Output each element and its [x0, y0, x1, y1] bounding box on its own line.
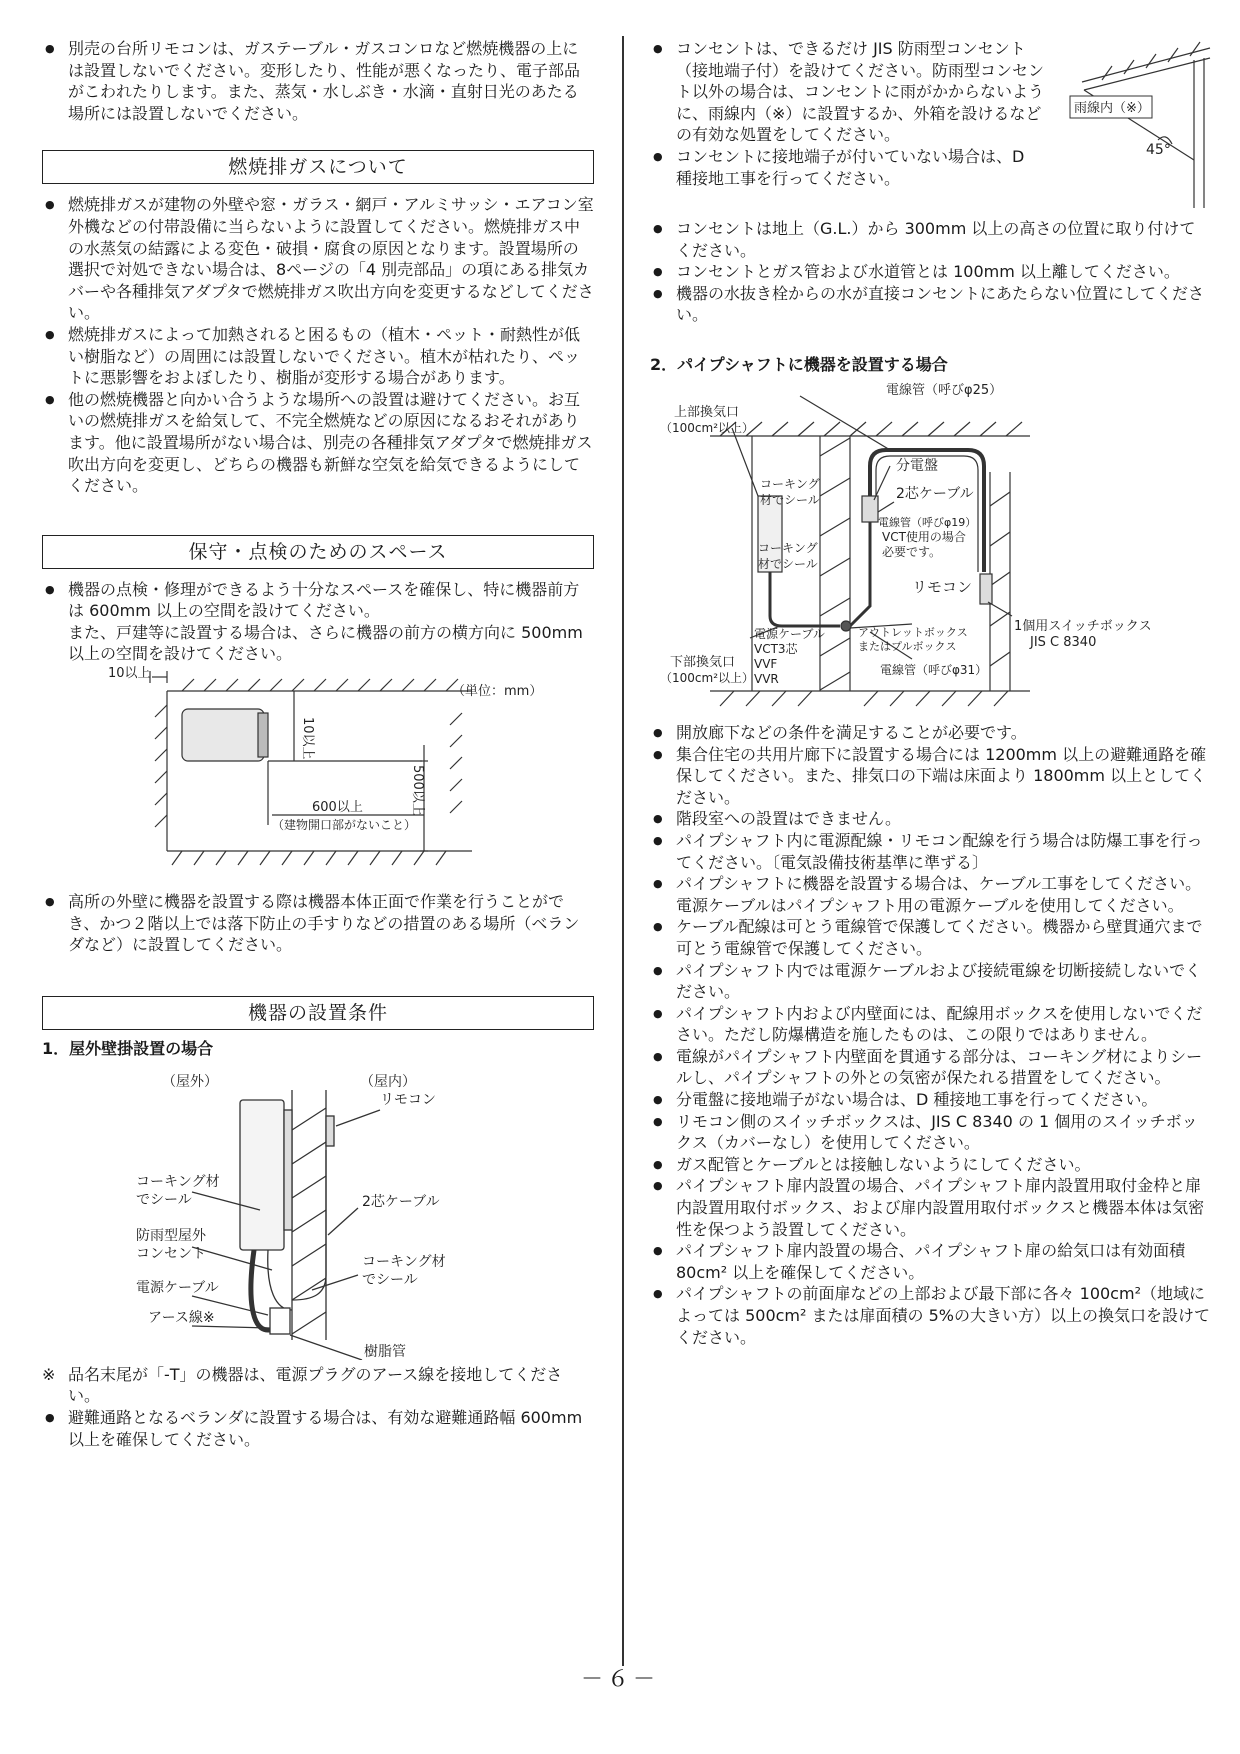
page-number: －６－: [580, 1667, 659, 1692]
list-item: ● 別売の台所リモコンは、ガステーブル・ガスコンロなど燃焼機器の上には設置しないでください。変形したり、性能が悪くなったり、電子部品がこわれたりします。また、蒸気・水しぶき・水滴・直射日光のあたる場所には設置しないでください。: [42, 38, 594, 124]
outlet-list: [650, 218, 1210, 326]
subheading-pipe: 2．パイプシャフトに機器を設置する場合: [650, 354, 948, 374]
list-item: ● 避難通路となるベランダに設置する場合は、有効な避難通路幅 600mm 以上を確保してください。: [42, 1407, 594, 1450]
list-item: ● パイプシャフト扉内設置の場合、パイプシャフト扉の給気口は有効面積 80cm² 以上を確保してください。: [650, 1240, 1210, 1283]
label-switch-a: 1個用スイッチボックス: [1014, 618, 1152, 634]
label-conduit25: 電線管（呼びφ25）: [886, 382, 1003, 398]
label-cable2: 2芯ケーブル: [362, 1193, 440, 1210]
section-title-install: 機器の設置条件: [42, 996, 594, 1030]
unit-label: （単位：mm）: [452, 684, 543, 700]
earth-note: [42, 1364, 594, 1407]
list-item: ● パイプシャフトの前面扉などの上部および最下部に各々 100cm²（地域によっては 500cm² または扉面積の 5%の大きい方）以上の換気口を設けてください。: [650, 1283, 1210, 1348]
space-text-b: また、戸建等に設置する場合は、さらに機器の前方の横方向に 500mm 以上の空間を設けてください。: [68, 622, 583, 664]
list-item: ● 機器の水抜き栓からの水が直接コンセントにあたらない位置にしてください。: [650, 283, 1210, 326]
list-item: ● コンセントは、できるだけ JIS 防雨型コンセント（接地端子付）を設けてください。防雨型コンセント以外の場合は、コンセントに雨がかからないように、雨線内（※）に設置するか、外箱を設けるなどの有効な処置をしてください。: [650, 38, 1044, 146]
label-upper-vent2: （100cm²以上）: [660, 420, 755, 435]
list-item: ● 階段室への設置はできません。: [650, 808, 1210, 830]
label-outlet-b: またはプルボックス: [858, 639, 957, 653]
list-item: ● 高所の外壁に機器を設置する際は機器本体正面で作業を行うことができ、かつ２階以上では落下防止の手すりなどの措置のある場所（ベランダなど）に設置してください。: [42, 891, 594, 956]
outlet-list-narrow: [650, 38, 1044, 189]
list-item: [42, 579, 594, 665]
label-outlet-b: コンセント: [136, 1245, 206, 1262]
label-caulk1b: 材でシール: [760, 492, 820, 507]
label-power-b: VCT3芯: [754, 641, 798, 656]
label-conduit19b: VCT使用の場合: [882, 529, 966, 544]
dim-front: 600以上: [312, 800, 363, 816]
clearance-diagram: [42, 665, 594, 885]
space-list-2: [42, 891, 594, 956]
label-conduit19a: 電線管（呼びφ19）: [878, 515, 977, 529]
list-item: ● リモコン側のスイッチボックスは、JIS C 8340 の 1 個用のスイッチボックス（カバーなし）を使用してください。: [650, 1111, 1210, 1154]
label-caulk2a: コーキング: [758, 540, 818, 555]
list-item: ● コンセントとガス管および水道管とは 100mm 以上離してください。: [650, 261, 1210, 283]
label-outdoor: （屋外）: [162, 1073, 218, 1090]
label-remote: リモコン: [912, 577, 973, 596]
label-lower-vent: 下部換気口: [670, 654, 736, 670]
list-item: ● パイプシャフト内および内壁面には、配線用ボックスを使用しないでください。ただし防爆構造を施したものは、この限りではありません。: [650, 1003, 1210, 1046]
label-resin: 樹脂管: [364, 1343, 406, 1360]
label-indoor: （屋内）: [360, 1073, 416, 1090]
label-conduit31: 電線管（呼びφ31）: [880, 662, 988, 677]
list-item: ● パイプシャフト内では電源ケーブルおよび接続電線を切断接続しないでください。: [650, 960, 1210, 1003]
label-power: 電源ケーブル: [136, 1279, 219, 1296]
list-item: ● ガス配管とケーブルとは接触しないようにしてください。: [650, 1154, 1210, 1176]
label-cable2: 2芯ケーブル: [896, 485, 974, 502]
list-item: ● パイプシャフトに機器を設置する場合は、ケーブル工事をしてください。電源ケーブルはパイプシャフト用の電源ケーブルを使用してください。: [650, 873, 1210, 916]
label-lower-vent2: （100cm²以上）: [660, 670, 755, 685]
label-panel: 分電盤: [896, 457, 938, 474]
dim-top: 10以上: [108, 666, 151, 682]
list-item: ● 集合住宅の共用片廊下に設置する場合には 1200mm 以上の避難通路を確保してください。また、排気口の下端は床面より 1800mm 以上としてください。: [650, 744, 1210, 809]
pipe-list: [650, 722, 1210, 1348]
space-list: [42, 579, 594, 665]
label-caulk1b: でシール: [136, 1191, 192, 1208]
label-caulk1a: コーキング: [760, 476, 820, 491]
dim-right: 500以上: [410, 765, 425, 816]
rain-label: 雨線内（※）: [1074, 101, 1150, 116]
list-item: ● 他の燃焼機器と向かい合うような場所への設置は避けてください。お互いの燃焼排ガスを給気して、不完全燃焼などの原因になるおそれがあります。他に設置場所がない場合は、別売の各種排気アダプタで燃焼排ガス吹出方向を変更し、どちらの機器も新鮮な空気を給気できるようにしてください。: [42, 389, 594, 497]
note-text: 品名末尾が「-T」の機器は、電源プラグのアース線を接地してください。: [68, 1364, 563, 1406]
label-outlet-a: アウトレットボックス: [858, 625, 968, 639]
section-title-space: 保守・点検のためのスペース: [42, 535, 594, 569]
list-item: ● 燃焼排ガスが建物の外壁や窓・ガラス・網戸・アルミサッシ・エアコン室外機などの付帯設備に当らないように設置してください。燃焼排ガス中の水蒸気の結露による変色・破損・腐食の原因となります。設置場所の選択で対処できない場合は、8ページの「4 別売部品」の項にある排気カバーや各種排気アダプタで燃焼排ガス吹出方向を変更するなどしてください。: [42, 194, 594, 324]
section-title-exhaust: 燃焼排ガスについて: [42, 150, 594, 184]
intro-list: [42, 38, 594, 124]
exhaust-list: [42, 194, 594, 496]
label-conduit19c: 必要です。: [882, 544, 942, 559]
list-item: ● コンセントに接地端子が付いていない場合は、D 種接地工事を行ってください。: [650, 146, 1044, 189]
angle-label: 45°: [1146, 142, 1171, 158]
label-outlet-a: 防雨型屋外: [136, 1227, 206, 1244]
dim-side: 10以上: [300, 717, 315, 760]
label-power-a: 電源ケーブル: [754, 626, 825, 641]
label-caulk2a: コーキング材: [362, 1253, 446, 1270]
right-column: [650, 38, 1210, 1348]
label-power-c: VVF: [754, 656, 778, 671]
label-earth: アース線※: [148, 1309, 215, 1326]
label-caulk1a: コーキング材: [136, 1173, 220, 1190]
list-item: ● コンセントは地上（G.L.）から 300mm 以上の高さの位置に取り付けてください。: [650, 218, 1210, 261]
note-mark: ※: [42, 1364, 56, 1384]
list-item: ● 開放廊下などの条件を満足することが必要です。: [650, 722, 1210, 744]
label-caulk2b: でシール: [362, 1271, 418, 1288]
dim-front-note: （建物開口部がないこと）: [272, 818, 417, 833]
list-item: ● パイプシャフト扉内設置の場合、パイプシャフト扉内設置用取付金枠と扉内設置用取付ボックス、および扉内設置用取付ボックスと機器本体は気密性を保つよう設置してください。: [650, 1175, 1210, 1240]
escape-list: [42, 1407, 594, 1450]
outlet-block: [650, 38, 1210, 218]
left-column: [42, 38, 594, 1450]
label-switch-b: JIS C 8340: [1030, 634, 1097, 650]
label-upper-vent: 上部換気口: [674, 404, 740, 420]
list-item: ● 分電盤に接地端子がない場合は、D 種接地工事を行ってください。: [650, 1089, 1210, 1111]
label-power-d: VVR: [754, 671, 779, 686]
label-remote: リモコン: [380, 1091, 436, 1108]
space-text-a: ● 機器の点検・修理ができるよう十分なスペースを確保し、特に機器前方は 600mm 以上の空間を設けてください。: [68, 579, 580, 621]
list-item: ● 電線がパイプシャフト内壁面を貫通する部分は、コーキング材によりシールし、パイプシャフトの外との気密が保たれる措置をしてください。: [650, 1046, 1210, 1089]
list-item: ● 燃焼排ガスによって加熱されると困るもの（植木・ペット・耐熱性が低い樹脂など）の周囲には設置しないでください。植木が枯れたり、ペットに悪影響をおよぼしたり、樹脂が変形する場合があります。: [42, 324, 594, 389]
column-divider: [622, 36, 624, 1666]
rain-line-diagram: [1062, 40, 1212, 210]
list-item: ● ケーブル配線は可とう電線管で保護してください。機器から壁貫通穴まで可とう電線管で保護してください。: [650, 916, 1210, 959]
outdoor-install-diagram: [42, 1060, 594, 1360]
list-item: ● パイプシャフト内に電源配線・リモコン配線を行う場合は防爆工事を行ってください。〔電気設備技術基準に準ずる〕: [650, 830, 1210, 873]
subheading-outdoor: 1．屋外壁掛設置の場合: [42, 1038, 214, 1058]
label-caulk2b: 材でシール: [758, 556, 818, 571]
pipe-shaft-diagram: [650, 376, 1210, 716]
